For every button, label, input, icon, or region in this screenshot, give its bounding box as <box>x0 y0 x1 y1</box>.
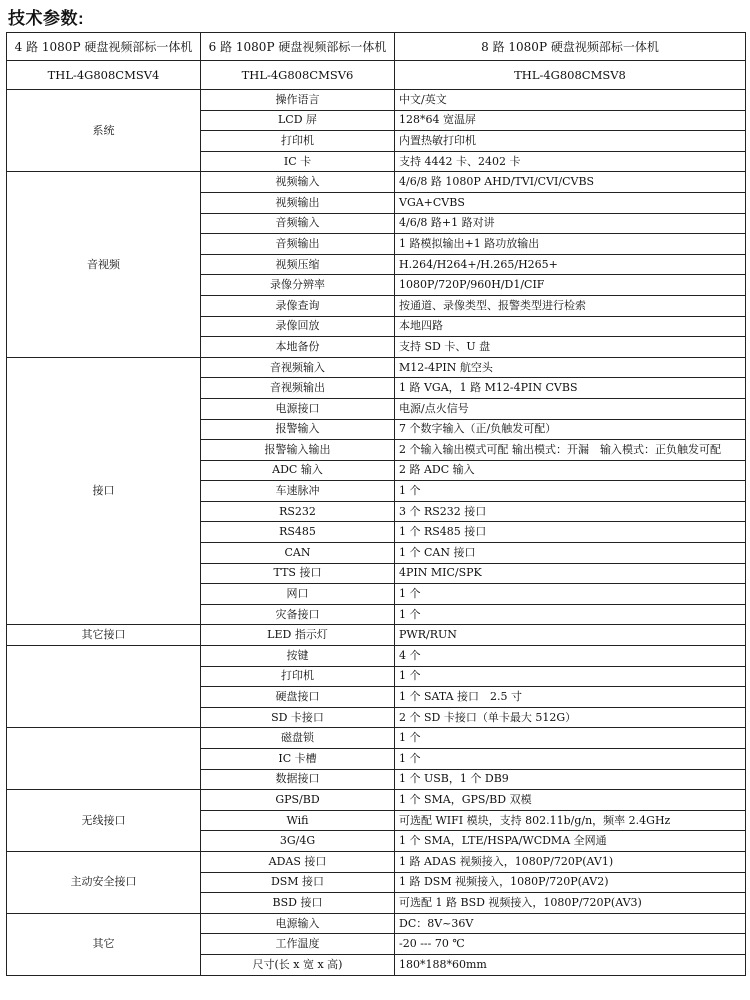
item-cell: 打印机 <box>201 131 395 152</box>
value-cell: 1 个 RS485 接口 <box>395 522 746 543</box>
category-cell: 其它接口 <box>7 625 201 646</box>
value-cell: 1 个 <box>395 728 746 749</box>
value-cell: 4/6/8 路 1080P AHD/TVI/CVI/CVBS <box>395 172 746 193</box>
item-cell: ADAS 接口 <box>201 851 395 872</box>
value-cell: 1 路 DSM 视频接入，1080P/720P(AV2) <box>395 872 746 893</box>
item-cell: 报警输入 <box>201 419 395 440</box>
value-cell: 1 个 <box>395 749 746 770</box>
item-cell: DSM 接口 <box>201 872 395 893</box>
item-cell: 录像回放 <box>201 316 395 337</box>
item-cell: 电源接口 <box>201 398 395 419</box>
item-cell: RS232 <box>201 501 395 522</box>
item-cell: 本地备份 <box>201 337 395 358</box>
value-cell: 内置热敏打印机 <box>395 131 746 152</box>
item-cell: 按键 <box>201 646 395 667</box>
table-row <box>7 90 746 111</box>
value-cell: 7 个数字输入（正/负触发可配） <box>395 419 746 440</box>
value-cell: M12-4PIN 航空头 <box>395 357 746 378</box>
value-cell: VGA+CVBS <box>395 192 746 213</box>
value-cell: 4PIN MIC/SPK <box>395 563 746 584</box>
value-cell: 按通道、录像类型、报警类型进行检索 <box>395 295 746 316</box>
item-cell: 车速脉冲 <box>201 481 395 502</box>
item-cell: 音视频输入 <box>201 357 395 378</box>
value-cell: DC：8V~36V <box>395 913 746 934</box>
category-cell: 无线接口 <box>7 790 201 852</box>
value-cell: 1 个 <box>395 584 746 605</box>
value-cell: 2 个输入输出模式可配 输出模式：开漏 输入模式：正负触发可配 <box>395 440 746 461</box>
item-cell: 3G/4G <box>201 831 395 852</box>
value-cell: 可选配 WIFI 模块，支持 802.11b/g/n，频率 2.4GHz <box>395 810 746 831</box>
category-cell <box>7 646 201 728</box>
item-cell: SD 卡接口 <box>201 707 395 728</box>
value-cell: 支持 4442 卡、2402 卡 <box>395 151 746 172</box>
item-cell: BSD 接口 <box>201 893 395 914</box>
value-cell: 1 路模拟输出+1 路功放输出 <box>395 234 746 255</box>
value-cell: 1 个 <box>395 481 746 502</box>
item-cell: 电源输入 <box>201 913 395 934</box>
page-title: 技术参数: <box>8 9 85 28</box>
category-cell: 其它 <box>7 913 201 975</box>
item-cell: 音频输入 <box>201 213 395 234</box>
value-cell: 中文/英文 <box>395 90 746 111</box>
item-cell: 音频输出 <box>201 234 395 255</box>
model-col3: THL-4G808CMSV8 <box>395 61 746 90</box>
item-cell: TTS 接口 <box>201 563 395 584</box>
value-cell: 1 个 <box>395 666 746 687</box>
value-cell: 1 个 CAN 接口 <box>395 543 746 564</box>
table-row <box>7 625 746 646</box>
header-col2: 6 路 1080P 硬盘视频部标一体机 <box>201 33 395 61</box>
item-cell: 网口 <box>201 584 395 605</box>
category-cell: 主动安全接口 <box>7 851 201 913</box>
value-cell: 1 个 SMA，GPS/BD 双模 <box>395 790 746 811</box>
item-cell: ADC 输入 <box>201 460 395 481</box>
spec-table <box>6 32 746 976</box>
value-cell: 2 路 ADC 输入 <box>395 460 746 481</box>
item-cell: 视频压缩 <box>201 254 395 275</box>
item-cell: RS485 <box>201 522 395 543</box>
item-cell: IC 卡 <box>201 151 395 172</box>
model-col2: THL-4G808CMSV6 <box>201 61 395 90</box>
value-cell: 3 个 RS232 接口 <box>395 501 746 522</box>
table-row <box>7 172 746 193</box>
item-cell: LCD 屏 <box>201 110 395 131</box>
table-row <box>7 913 746 934</box>
item-cell: 磁盘锁 <box>201 728 395 749</box>
item-cell: 尺寸(长 x 宽 x 高) <box>201 954 395 975</box>
value-cell: 1 个 USB，1 个 DB9 <box>395 769 746 790</box>
value-cell: 1080P/720P/960H/D1/CIF <box>395 275 746 296</box>
value-cell: PWR/RUN <box>395 625 746 646</box>
value-cell: 128*64 宽温屏 <box>395 110 746 131</box>
category-cell <box>7 728 201 790</box>
table-row <box>7 851 746 872</box>
value-cell: 本地四路 <box>395 316 746 337</box>
header-row <box>7 33 746 61</box>
value-cell: 1 个 SATA 接口 2.5 寸 <box>395 687 746 708</box>
value-cell: 1 路 ADAS 视频接入，1080P/720P(AV1) <box>395 851 746 872</box>
item-cell: 硬盘接口 <box>201 687 395 708</box>
table-row <box>7 646 746 667</box>
value-cell: 2 个 SD 卡接口（单卡最大 512G） <box>395 707 746 728</box>
item-cell: 视频输出 <box>201 192 395 213</box>
category-cell: 接口 <box>7 357 201 625</box>
header-col3: 8 路 1080P 硬盘视频部标一体机 <box>395 33 746 61</box>
item-cell: IC 卡槽 <box>201 749 395 770</box>
item-cell: Wifi <box>201 810 395 831</box>
category-cell: 系统 <box>7 90 201 172</box>
item-cell: LED 指示灯 <box>201 625 395 646</box>
item-cell: 音视频输出 <box>201 378 395 399</box>
header-col1: 4 路 1080P 硬盘视频部标一体机 <box>7 33 201 61</box>
value-cell: H.264/H264+/H.265/H265+ <box>395 254 746 275</box>
item-cell: 灾备接口 <box>201 604 395 625</box>
value-cell: 1 路 VGA，1 路 M12-4PIN CVBS <box>395 378 746 399</box>
value-cell: 可选配 1 路 BSD 视频接入，1080P/720P(AV3) <box>395 893 746 914</box>
item-cell: 数据接口 <box>201 769 395 790</box>
item-cell: 录像查询 <box>201 295 395 316</box>
item-cell: 视频输入 <box>201 172 395 193</box>
item-cell: GPS/BD <box>201 790 395 811</box>
item-cell: 打印机 <box>201 666 395 687</box>
item-cell: CAN <box>201 543 395 564</box>
item-cell: 录像分辨率 <box>201 275 395 296</box>
model-row <box>7 61 746 90</box>
value-cell: 4/6/8 路+1 路对讲 <box>395 213 746 234</box>
value-cell: 电源/点火信号 <box>395 398 746 419</box>
table-row <box>7 790 746 811</box>
item-cell: 操作语言 <box>201 90 395 111</box>
value-cell: 支持 SD 卡、U 盘 <box>395 337 746 358</box>
table-row <box>7 728 746 749</box>
table-row <box>7 357 746 378</box>
item-cell: 报警输入输出 <box>201 440 395 461</box>
category-cell: 音视频 <box>7 172 201 357</box>
model-col1: THL-4G808CMSV4 <box>7 61 201 90</box>
value-cell: 1 个 SMA，LTE/HSPA/WCDMA 全网通 <box>395 831 746 852</box>
value-cell: -20 --- 70 ℃ <box>395 934 746 955</box>
value-cell: 180*188*60mm <box>395 954 746 975</box>
item-cell: 工作温度 <box>201 934 395 955</box>
value-cell: 4 个 <box>395 646 746 667</box>
value-cell: 1 个 <box>395 604 746 625</box>
